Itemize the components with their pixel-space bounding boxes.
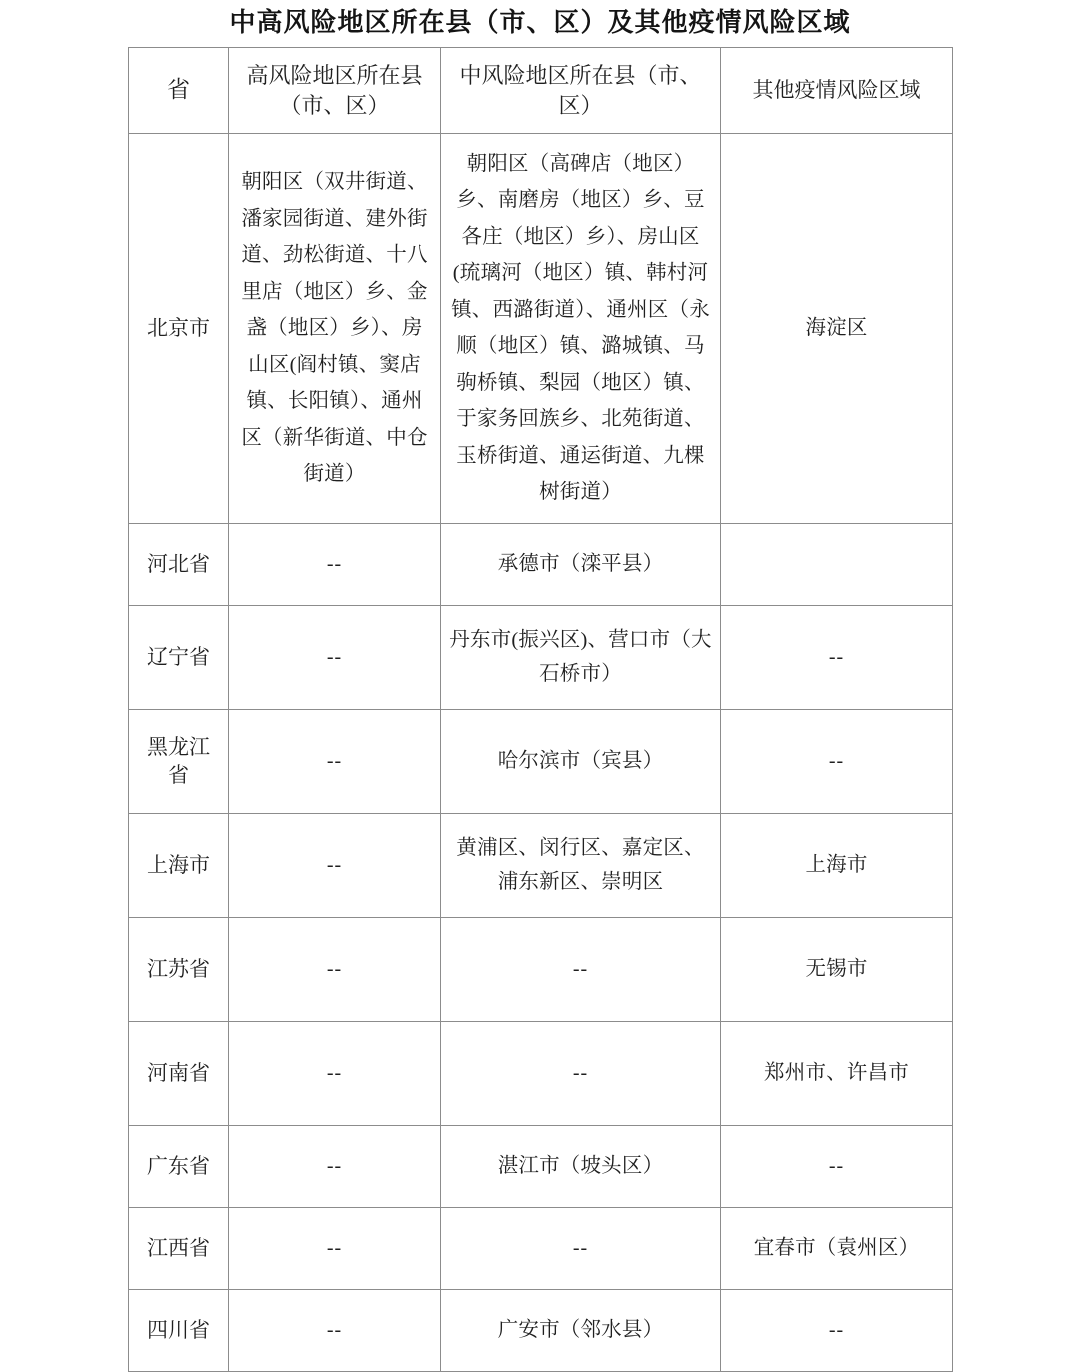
cell-mid-risk: -- (441, 1207, 721, 1289)
table-row (129, 1125, 953, 1207)
cell-other-risk: 无锡市 (721, 917, 953, 1021)
cell-province: 江苏省 (129, 917, 229, 1021)
table-row (129, 709, 953, 813)
cell-other-risk: -- (721, 709, 953, 813)
cell-high-risk: -- (229, 1021, 441, 1125)
cell-mid-risk: 承德市（滦平县） (441, 523, 721, 605)
cell-high-risk: 朝阳区（双井街道、潘家园街道、建外街道、劲松街道、十八里店（地区）乡、金盏（地区）乡）、房山区(阎村镇、窦店镇、长阳镇）、通州区（新华街道、中仓街道） (229, 134, 441, 524)
cell-high-risk: -- (229, 709, 441, 813)
cell-mid-risk: 黄浦区、闵行区、嘉定区、浦东新区、崇明区 (441, 813, 721, 917)
cell-other-risk (721, 523, 953, 605)
cell-province: 辽宁省 (129, 605, 229, 709)
table-row (129, 1021, 953, 1125)
cell-other-risk: 海淀区 (721, 134, 953, 524)
table-row (129, 1289, 953, 1371)
cell-high-risk: -- (229, 1207, 441, 1289)
cell-other-risk: -- (721, 605, 953, 709)
cell-mid-risk: 哈尔滨市（宾县） (441, 709, 721, 813)
cell-mid-risk: -- (441, 917, 721, 1021)
cell-high-risk: -- (229, 523, 441, 605)
risk-table-container (128, 47, 952, 1372)
table-header (129, 48, 953, 134)
cell-province: 黑龙江省 (129, 709, 229, 813)
cell-province: 四川省 (129, 1289, 229, 1371)
column-header-other-risk: 其他疫情风险区域 (721, 48, 953, 134)
table-row (129, 1207, 953, 1289)
cell-high-risk: -- (229, 1289, 441, 1371)
cell-province: 广东省 (129, 1125, 229, 1207)
cell-mid-risk: 朝阳区（高碑店（地区）乡、南磨房（地区）乡、豆各庄（地区）乡）、房山区(琉璃河（地区）镇、韩村河镇、西潞街道）、通州区（永顺（地区）镇、潞城镇、马驹桥镇、梨园（地区）镇、于家务回族乡、北苑街道、玉桥街道、通运街道、九棵树街道） (441, 134, 721, 524)
cell-high-risk: -- (229, 605, 441, 709)
cell-high-risk: -- (229, 813, 441, 917)
cell-other-risk: 宜春市（袁州区） (721, 1207, 953, 1289)
table-row (129, 523, 953, 605)
table-row (129, 813, 953, 917)
column-header-mid-risk: 中风险地区所在县（市、区） (441, 48, 721, 134)
cell-mid-risk: 广安市（邻水县） (441, 1289, 721, 1371)
cell-mid-risk: 湛江市（坡头区） (441, 1125, 721, 1207)
cell-other-risk: 郑州市、许昌市 (721, 1021, 953, 1125)
cell-mid-risk: 丹东市(振兴区)、营口市（大石桥市） (441, 605, 721, 709)
page-title: 中高风险地区所在县（市、区）及其他疫情风险区域 (229, 8, 851, 37)
table-header-row (129, 48, 953, 134)
cell-mid-risk: -- (441, 1021, 721, 1125)
cell-high-risk: -- (229, 917, 441, 1021)
table-body (129, 134, 953, 1372)
table-row (129, 605, 953, 709)
cell-other-risk: -- (721, 1289, 953, 1371)
cell-high-risk: -- (229, 1125, 441, 1207)
cell-province: 上海市 (129, 813, 229, 917)
cell-other-risk: 上海市 (721, 813, 953, 917)
cell-province: 河南省 (129, 1021, 229, 1125)
cell-province: 河北省 (129, 523, 229, 605)
cell-province: 北京市 (129, 134, 229, 524)
risk-region-table (128, 47, 953, 1372)
table-row (129, 134, 953, 524)
cell-other-risk: -- (721, 1125, 953, 1207)
column-header-high-risk: 高风险地区所在县（市、区） (229, 48, 441, 134)
column-header-province: 省 (129, 48, 229, 134)
cell-province: 江西省 (129, 1207, 229, 1289)
table-row (129, 917, 953, 1021)
